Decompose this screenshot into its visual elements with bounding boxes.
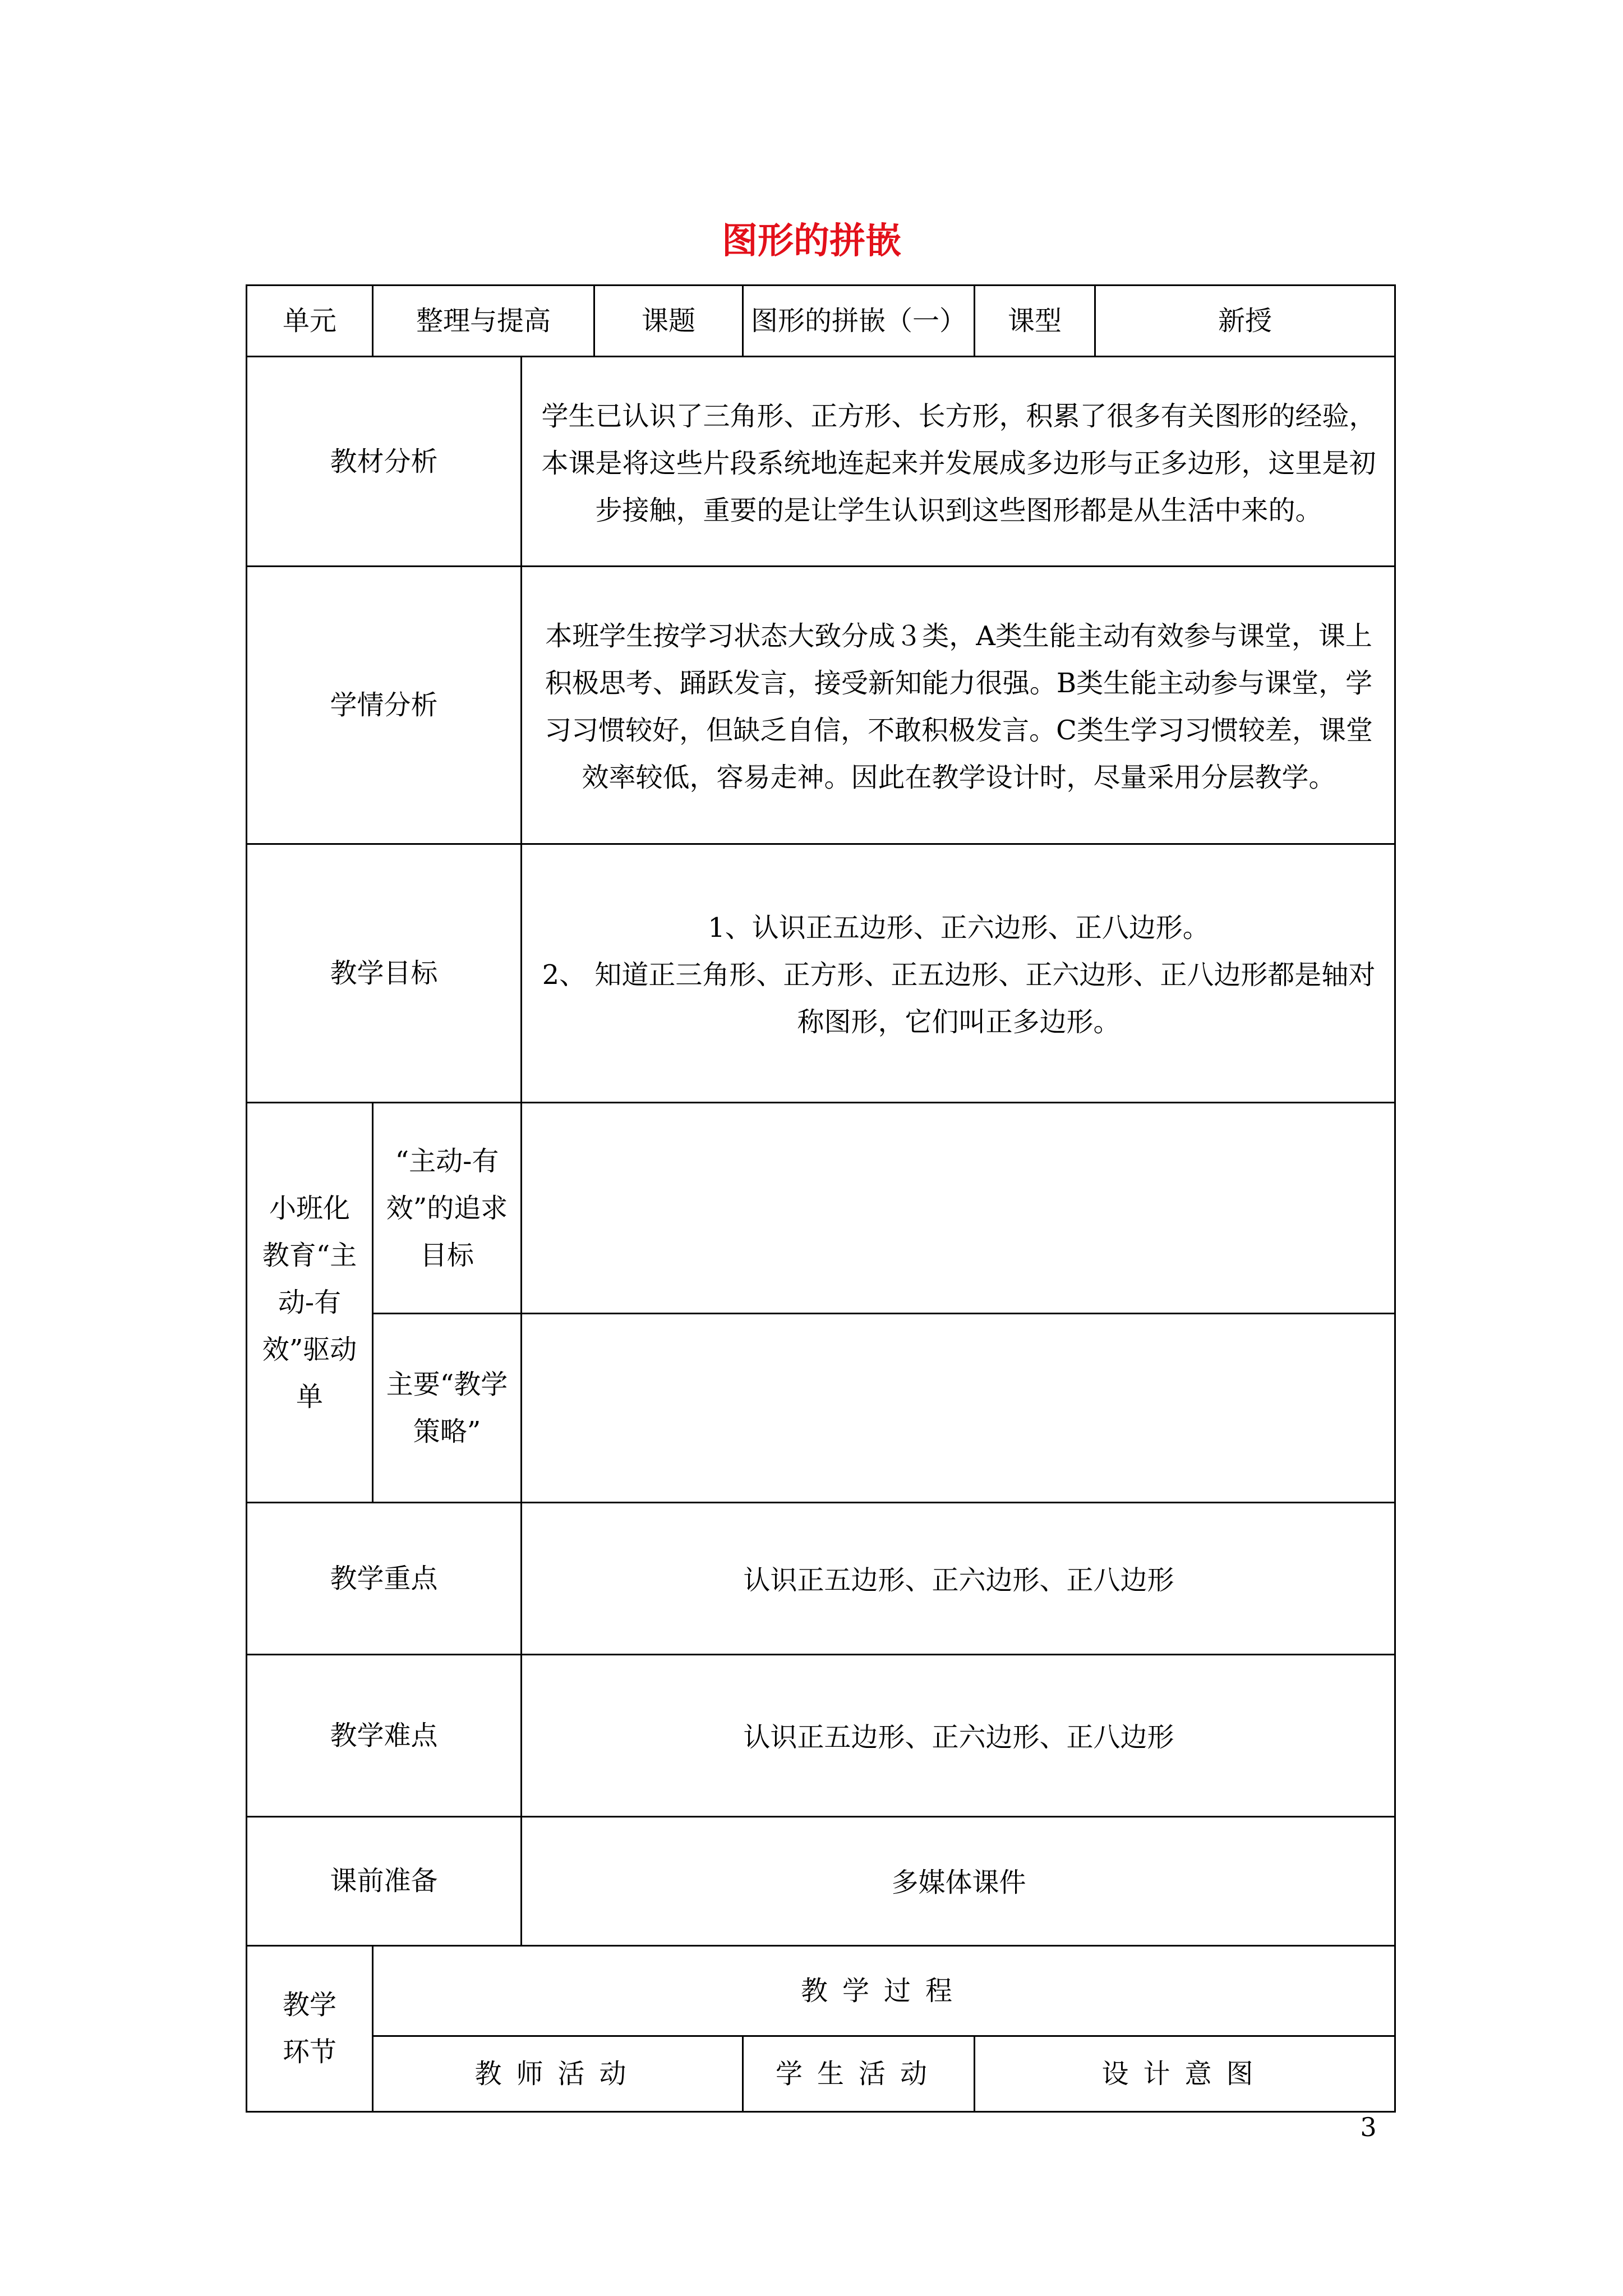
- page-title: 图形的拼嵌: [722, 220, 901, 262]
- type-label: 课型: [975, 286, 1095, 357]
- student-analysis-label: 学情分析: [247, 566, 522, 844]
- stage-label: 教学环节: [247, 1945, 373, 2111]
- lesson-plan-table: [246, 284, 1396, 2113]
- topic-label: 课题: [594, 286, 743, 357]
- header-row: [247, 286, 1395, 357]
- type-value: 新授: [1095, 286, 1395, 357]
- process-header-row: [247, 1945, 1395, 2036]
- process-columns-row: [247, 2036, 1395, 2112]
- small-class-goal-row: [247, 1103, 1395, 1313]
- material-analysis-row: [247, 357, 1395, 566]
- key-points-text: 认识正五边形、正六边形、正八边形: [522, 1502, 1395, 1654]
- small-class-label: 小班化教育“主动-有效”驱动单: [247, 1103, 373, 1503]
- process-label: 教学过程: [373, 1945, 1395, 2036]
- material-analysis-label: 教材分析: [247, 357, 522, 566]
- preparation-label: 课前准备: [247, 1817, 522, 1946]
- strategy-label: 主要“教学策略”: [373, 1313, 522, 1502]
- objectives-text: [522, 844, 1395, 1103]
- objective-item: 1、认识正五边形、正六边形、正八边形。: [708, 912, 1210, 944]
- unit-label: 单元: [247, 286, 373, 357]
- difficulties-text: 认识正五边形、正六边形、正八边形: [522, 1654, 1395, 1816]
- preparation-row: [247, 1817, 1395, 1946]
- key-points-label: 教学重点: [247, 1502, 522, 1654]
- goal-label: “主动-有效”的追求目标: [373, 1103, 522, 1313]
- topic-value: 图形的拼嵌（一）: [743, 286, 975, 357]
- objective-item: 2、 知道正三角形、正方形、正五边形、正六边形、正八边形都是轴对称图形，它们叫正多边形。: [542, 959, 1376, 1038]
- objectives-label: 教学目标: [247, 844, 522, 1103]
- small-class-strategy-row: [247, 1313, 1395, 1502]
- page-number: 3: [1360, 2112, 1377, 2142]
- design-intent-label: 设计意图: [975, 2036, 1395, 2112]
- difficulties-row: [247, 1654, 1395, 1816]
- student-analysis-row: [247, 566, 1395, 844]
- key-points-row: [247, 1502, 1395, 1654]
- strategy-text: [522, 1313, 1395, 1502]
- teacher-activity-label: 教师活动: [373, 2036, 743, 2112]
- goal-text: [522, 1103, 1395, 1313]
- preparation-text: 多媒体课件: [522, 1817, 1395, 1946]
- unit-value: 整理与提高: [373, 286, 594, 357]
- student-activity-label: 学生活动: [743, 2036, 975, 2112]
- objectives-row: [247, 844, 1395, 1103]
- student-analysis-text: 本班学生按学习状态大致分成３类，A类生能主动有效参与课堂，课上积极思考、踊跃发言，接受新知能力很强。B类生能主动参与课堂，学习习惯较好，但缺乏自信，不敢积极发言。C类生学习习惯较差，课堂效率较低，容易走神。因此在教学设计时，尽量采用分层教学。: [522, 566, 1395, 844]
- material-analysis-text: 学生已认识了三角形、正方形、长方形，积累了很多有关图形的经验，本课是将这些片段系统地连起来并发展成多边形与正多边形，这里是初步接触，重要的是让学生认识到这些图形都是从生活中来的。: [522, 357, 1395, 566]
- difficulties-label: 教学难点: [247, 1654, 522, 1816]
